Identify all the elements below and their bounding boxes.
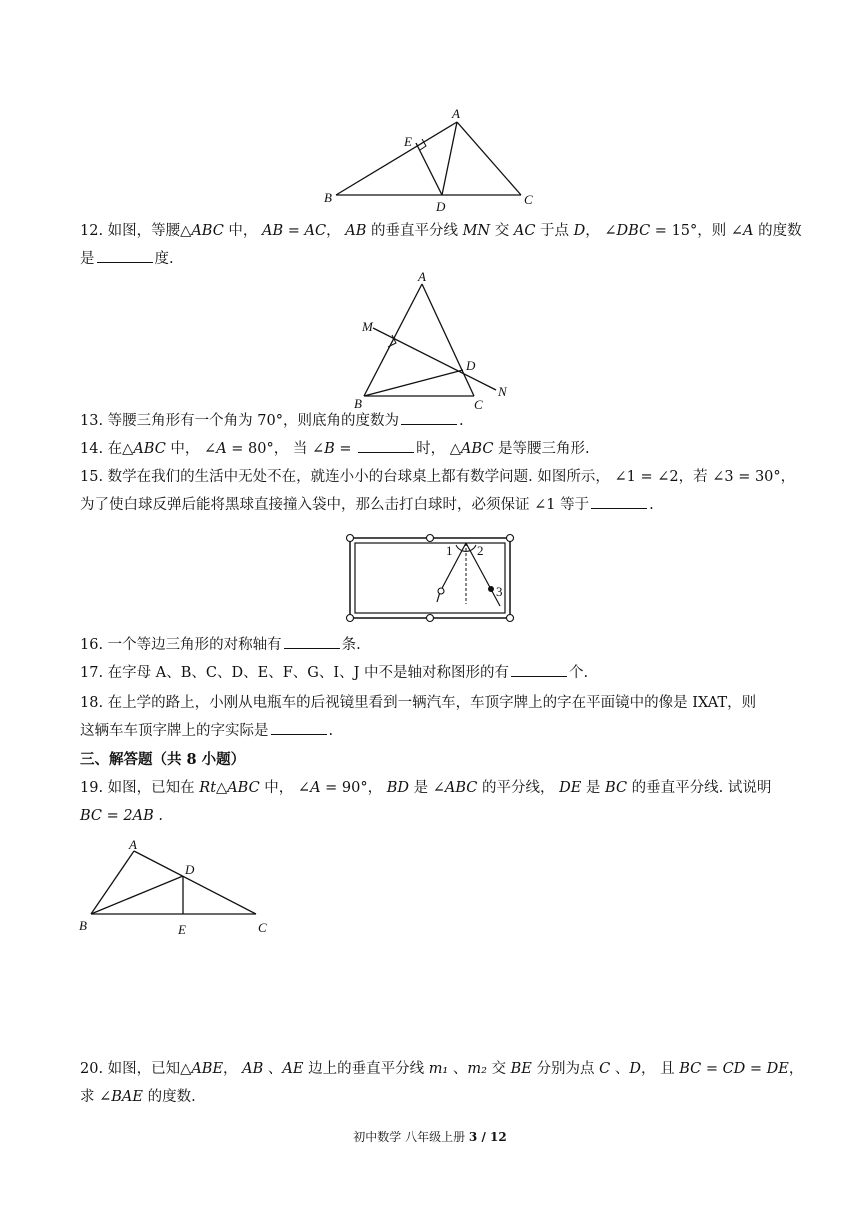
- fig12-label-c: C: [474, 397, 483, 412]
- q19-line2: BC = 2AB .: [80, 808, 163, 824]
- answer-blank[interactable]: [271, 720, 327, 735]
- answer-blank[interactable]: [401, 410, 457, 425]
- q18-line2: 这辆车车顶字牌上的字实际是 .: [80, 720, 786, 742]
- fig19-label-b: B: [79, 918, 87, 933]
- fig11-label-c: C: [524, 192, 533, 207]
- figure-q11-triangle: [318, 104, 548, 216]
- q15-line1: 15. 数学在我们的生活中无处不在，就连小小的台球桌上都有数学问题. 如图所示， ∠1 = ∠2，若 ∠3 = 30°，: [80, 469, 796, 485]
- page-footer: 初中数学 八年级上册 3 / 12: [353, 1130, 507, 1144]
- fig19-label-a: A: [129, 837, 137, 852]
- fig12-label-d: D: [466, 358, 476, 373]
- fig11-label-e: E: [404, 134, 412, 149]
- fig11-label-d: D: [436, 199, 446, 214]
- q20-line2: 求 ∠BAE 的度数.: [80, 1089, 196, 1105]
- figure-q12-triangle: [346, 268, 516, 413]
- q13-line: 13. 等腰三角形有一个角为 70°，则底角的度数为 .: [80, 410, 786, 432]
- q12-line2: 是 度.: [80, 248, 786, 270]
- q16-line: 16. 一个等边三角形的对称轴有 条.: [80, 634, 786, 656]
- fig12-label-a: A: [418, 269, 426, 284]
- fig11-label-b: B: [324, 190, 332, 205]
- fig12-label-m: M: [362, 319, 373, 334]
- fig12-label-b: B: [354, 396, 362, 411]
- q12-line1: 12. 如图，等腰△ABC 中， AB = AC， AB 的垂直平分线 MN 交 AC 于点 D， ∠DBC = 15°，则 ∠A 的度数: [80, 223, 802, 239]
- answer-blank[interactable]: [284, 634, 340, 649]
- fig12-label-n: N: [498, 384, 507, 399]
- figure-q19-triangle: [72, 836, 282, 942]
- figure-q15-billiard-table: [342, 530, 518, 624]
- answer-blank[interactable]: [97, 248, 153, 263]
- fig19-label-e: E: [178, 922, 186, 937]
- page-number: 3 / 12: [468, 1130, 507, 1144]
- answer-blank[interactable]: [511, 662, 567, 677]
- fig19-label-d: D: [185, 862, 195, 877]
- q18-line1: 18. 在上学的路上，小刚从电瓶车的后视镜里看到一辆汽车，车顶字牌上的字在平面镜中的像是 IXAT，则: [80, 695, 757, 711]
- fig19-label-c: C: [258, 920, 267, 935]
- fig15-label-3: 3: [496, 584, 503, 599]
- section-heading: 三、解答题（共 8 小题）: [80, 751, 246, 768]
- q20-line1: 20. 如图，已知△ABE， AB 、AE 边上的垂直平分线 m₁ 、m₂ 交 BE 分别为点 C 、D， 且 BC = CD = DE，: [80, 1061, 804, 1077]
- q17-line: 17. 在字母 A、B、C、D、E、F、G、I、J 中不是轴对称图形的有 个.: [80, 662, 786, 684]
- fig15-label-2: 2: [477, 543, 484, 558]
- fig15-label-1: 1: [446, 543, 453, 558]
- q15-line2: 为了使白球反弹后能将黑球直接撞入袋中，那么击打白球时，必须保证 ∠1 等于 .: [80, 494, 786, 516]
- answer-blank[interactable]: [358, 438, 414, 453]
- q14-line: 14. 在△ABC 中， ∠A = 80°， 当 ∠B = 时， △ABC 是等腰三角形.: [80, 438, 786, 460]
- q19-line1: 19. 如图，已知在 Rt△ABC 中， ∠A = 90°， BD 是 ∠ABC 的平分线， DE 是 BC 的垂直平分线. 试说明: [80, 780, 772, 796]
- answer-blank[interactable]: [591, 494, 647, 509]
- fig11-label-a: A: [452, 106, 460, 121]
